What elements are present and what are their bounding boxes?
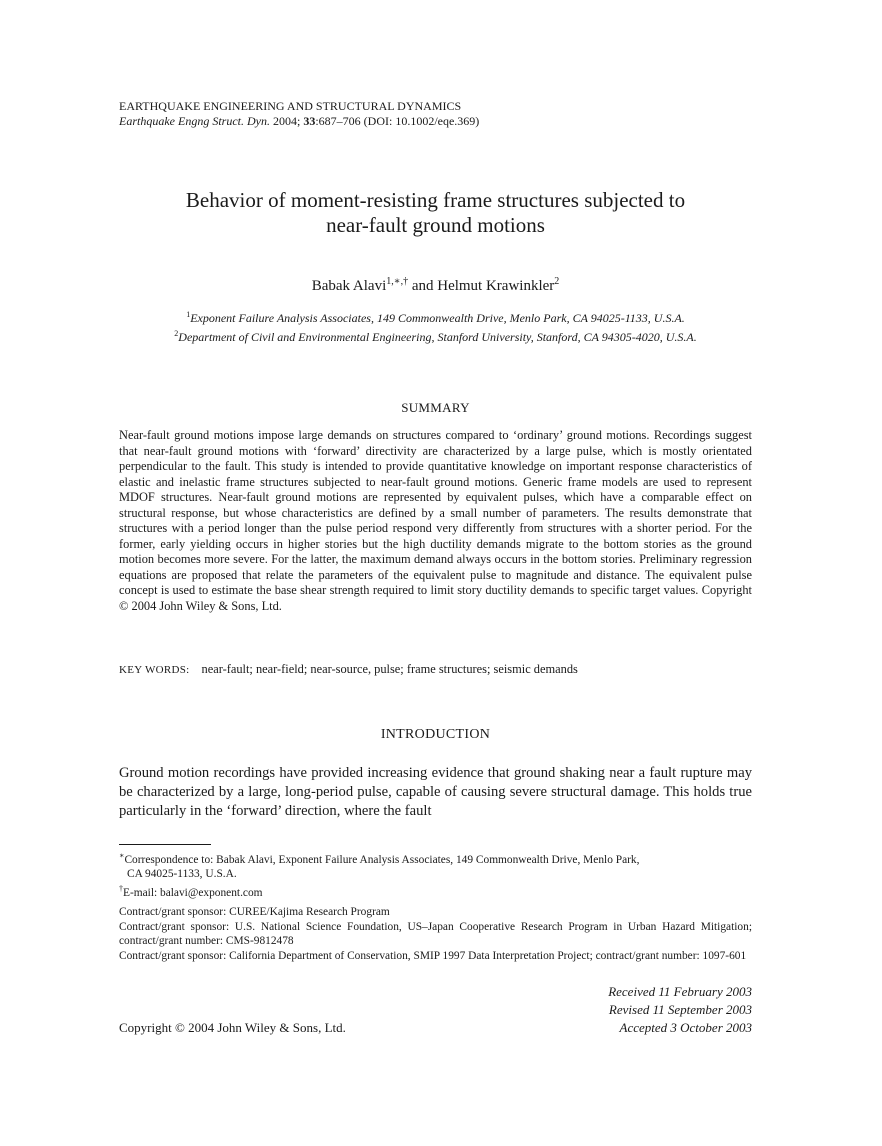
keywords-label: KEY WORDS: bbox=[119, 664, 190, 676]
journal-citation bbox=[119, 114, 479, 129]
journal-volume: 33 bbox=[303, 114, 316, 128]
affiliation-2 bbox=[119, 326, 752, 345]
author-connector: and bbox=[408, 278, 438, 294]
footnote-text: Correspondence to: Babak Alavi, Exponent Failure Analysis Associates, 149 Commonwealth Drive, Menlo Park, bbox=[124, 853, 640, 866]
footnote-text: E-mail: balavi@exponent.com bbox=[123, 886, 263, 899]
date-accepted: Accepted 3 October 2003 bbox=[619, 1020, 752, 1035]
keywords-text: near-fault; near-field; near-source, pulse; frame structures; seismic demands bbox=[201, 662, 578, 676]
footnote-email bbox=[119, 882, 752, 900]
journal-name: EARTHQUAKE ENGINEERING AND STRUCTURAL DYNAMICS bbox=[119, 99, 462, 113]
summary-heading: SUMMARY bbox=[401, 400, 470, 415]
footnotes bbox=[119, 849, 752, 900]
footnote-mark: † bbox=[119, 883, 123, 893]
article-dates bbox=[608, 983, 752, 1037]
date-revised: Revised 11 September 2003 bbox=[608, 1002, 752, 1017]
affiliation-mark: 1 bbox=[186, 310, 191, 319]
footnote-divider bbox=[119, 844, 211, 845]
journal-year: 2004; bbox=[272, 114, 301, 128]
grant-sponsors bbox=[119, 905, 752, 963]
sponsor-item: Contract/grant sponsor: CUREE/Kajima Research Program bbox=[119, 906, 390, 918]
footnote-correspondence-cont: CA 94025-1133, U.S.A. bbox=[127, 868, 237, 881]
author-1-marks: 1,∗,† bbox=[386, 276, 409, 287]
affiliations bbox=[119, 307, 752, 345]
author-list bbox=[119, 273, 752, 295]
introduction-text: Ground motion recordings have provided increasing evidence that ground shaking near a fault rupture may be characterized by a large, long-period pulse, capable of causing severe structural damage. This holds true particularly in the ‘forward’ direction, where the fault bbox=[119, 765, 752, 819]
article-title bbox=[119, 188, 752, 238]
copyright-notice: Copyright © 2004 John Wiley & Sons, Ltd. bbox=[119, 1020, 346, 1035]
affiliation-1 bbox=[119, 307, 752, 326]
sponsor-item: Contract/grant sponsor: California Department of Conservation, SMIP 1997 Data Interpretation Project; contract/grant number: 1097-601 bbox=[119, 949, 747, 962]
abstract-text: Near-fault ground motions impose large demands on structures compared to ‘ordinary’ ground motions. Recordings suggest that near-fault ground motions with ‘forward’ directivity are characterized by a large pulse, which is mostly orientated perpendicular to the fault. This study is intended to provide quantitative knowledge on important response characteristics of elastic and inelastic frame structures subjected to near-fault ground motions. Generic frame models are used to represent MDOF structures. Near-fault ground motions are represented by equivalent pulses, which have a comparable effect on structural response, but whose characteristics are defined by a small number of parameters. The results demonstrate that structures with a period longer than the pulse period respond very differently from structures with a shorter period. For the former, early yielding occurs in higher stories but the high ductility demands migrate to the bottom stories as the ground motion becomes more severe. For the latter, the maximum demand always occurs in the bottom stories. Preliminary regression equations are proposed that relate the parameters of the equivalent pulse to magnitude and distance. The equivalent pulse concept is used to estimate the base shear strength required to limit story ductility demands to specific target values. Copyright © 2004 John Wiley & Sons, Ltd. bbox=[119, 428, 752, 613]
journal-pages: :687–706 (DOI: 10.1002/eqe.369) bbox=[315, 114, 480, 128]
author-2-marks: 2 bbox=[554, 276, 560, 287]
affiliation-mark: 2 bbox=[174, 329, 179, 338]
footnote-correspondence bbox=[119, 849, 752, 867]
author-2: Helmut Krawinkler bbox=[437, 278, 555, 294]
footnote-mark: ∗ bbox=[119, 851, 125, 860]
sponsor-item: Contract/grant sponsor: U.S. National Science Foundation, US–Japan Cooperative Research Program in Urban Hazard Mitigation; contract/grant number: CMS-9812478 bbox=[119, 920, 752, 947]
date-received: Received 11 February 2003 bbox=[608, 984, 752, 999]
journal-abbrev: Earthquake Engng Struct. Dyn. bbox=[119, 114, 270, 128]
keywords bbox=[119, 662, 752, 678]
author-1: Babak Alavi bbox=[311, 278, 387, 294]
journal-header bbox=[119, 99, 479, 129]
title-line-1: Behavior of moment-resisting frame structures subjected to bbox=[185, 188, 686, 212]
introduction-heading: INTRODUCTION bbox=[380, 727, 491, 742]
affiliation-text: Exponent Failure Analysis Associates, 149 Commonwealth Drive, Menlo Park, CA 94025-1133, U.S.A. bbox=[190, 311, 685, 325]
title-line-2: near-fault ground motions bbox=[326, 213, 545, 237]
affiliation-text: Department of Civil and Environmental Engineering, Stanford University, Stanford, CA 94305-4020, U.S.A. bbox=[178, 330, 697, 344]
